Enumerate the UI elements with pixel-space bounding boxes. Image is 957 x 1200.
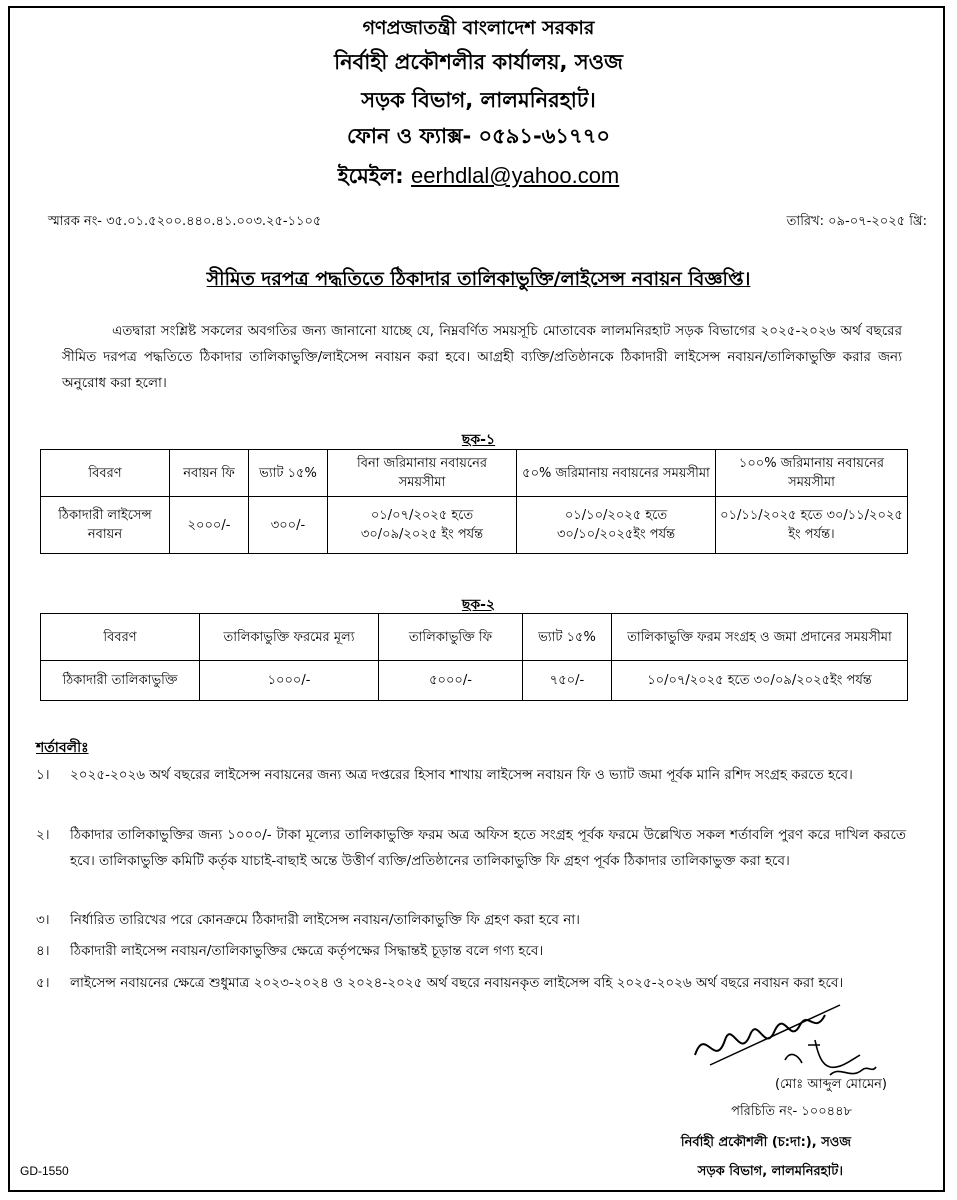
enlistment-table [40,613,908,701]
term-text: নির্ধারিত তারিখের পরে কোনক্রমে ঠিকাদারী লাইসেন্স নবায়ন/তালিকাভুক্তি ফি গ্রহণ করা হবে না। [70,912,580,928]
renewal-table [40,449,908,554]
email-link[interactable]: eerhdlal@yahoo.com [411,163,620,188]
term-number: ৫। [36,975,50,991]
term-item [36,762,906,788]
govt-name: গণপ্রজাতন্ত্রী বাংলাদেশ সরকার [362,17,595,39]
phone-fax: ফোন ও ফ্যাক্স- ০৫৯১-৬১৭৭০ [346,124,611,148]
table-cell: ০১/১০/২০২৫ হতে ৩০/১০/২০২৫ইং পর্যন্ত [517,497,716,554]
table-cell: ১০/০৭/২০২৫ হতে ৩০/০৯/২০২৫ইং পর্যন্ত [612,661,908,701]
table-cell: ০১/১১/২০২৫ হতে ৩০/১১/২০২৫ ইং পর্যন্ত। [716,497,908,554]
terms-heading: শর্তাবলীঃ [36,740,89,756]
term-text: ২০২৫-২০২৬ অর্থ বছরের লাইসেন্স নবায়নের জন্য অত্র দপ্তরের হিসাব শাখায় লাইসেন্স নবায়ন ফি ও ভ্যাট জমা পূর্বক মানি রশিদ সংগ্রহ করতে হবে। [70,767,853,783]
table-header-cell: তালিকাভুক্তি ফি [379,614,523,661]
table-header-cell: বিবরণ [41,614,200,661]
signatory-name: (মোঃ আব্দুল মোমেন) [774,1077,887,1092]
division-name: সড়ক বিভাগ, লালমনিরহাট। [361,88,596,112]
term-number: ২। [36,827,50,843]
table-header-row [41,450,908,497]
table-header-cell: ভ্যাট ১৫% [249,450,328,497]
notice-title [0,265,957,297]
memo-number: স্মারক নং- ৩৫.০১.৫২০০.৪৪০.৪১.০০৩.২৫-১১০৫ [48,214,322,229]
term-item [36,938,906,964]
table-header-row [41,614,908,661]
table-header-cell: ১০০% জরিমানায় নবায়নের সময়সীমা [716,450,908,497]
table-header-cell: তালিকাভুক্তি ফরমের মূল্য [200,614,379,661]
term-text: ঠিকাদার তালিকাভুক্তির জন্য ১০০০/- টাকা মূল্যের তালিকাভুক্তি ফরম অত্র অফিস হতে সংগ্রহ পূর্বক ফরমে উল্লেখিত সকল শর্তাবলি পুরণ করে দাখিল করতে হবে। তালিকাভুক্তি কমিটি কর্তৃক যাচাই-বাছাই অন্তে উত্তীর্ণ ব্যক্তি/প্রতিষ্ঠানের তালিকাভুক্তি ফি গ্রহণ পূর্বক ঠিকাদার তালিকাভুক্ত করা হবে। [70,827,906,869]
table-cell: ৭৫০/- [523,661,612,701]
table-cell: ঠিকাদারী তালিকাভুক্তি [41,661,200,701]
table-header-cell: ৫০% জরিমানায় নবায়নের সময়সীমা [517,450,716,497]
footer-code: GD-1550 [20,1164,69,1178]
notice-title-text: সীমিত দরপত্র পদ্ধতিতে ঠিকাদার তালিকাভুক্তি/লাইসেন্স নবায়ন বিজ্ঞপ্তি। [206,268,751,290]
signatory-id: পরিচিতি নং- ১০০৪৪৮ [731,1104,852,1119]
table-cell: ১০০০/- [200,661,379,701]
table1-caption: ছক-১ [461,432,496,448]
signatory-office: সড়ক বিভাগ, লালমনিরহাট। [697,1164,843,1179]
term-item [36,907,906,933]
term-number: ১। [36,767,50,783]
table-row [41,661,908,701]
office-name: নির্বাহী প্রকৌশলীর কার্যালয়, সওজ [334,50,623,74]
handwritten-signature [690,985,890,1085]
table-header-cell: তালিকাভুক্তি ফরম সংগ্রহ ও জমা প্রদানের সময়সীমা [612,614,908,661]
term-text: ঠিকাদারী লাইসেন্স নবায়ন/তালিকাভুক্তির ক্ষেত্রে কর্তৃপক্ষের সিদ্ধান্তই চূড়ান্ত বলে গণ্য হবে। [70,943,544,959]
table-header-cell: বিনা জরিমানায় নবায়নের সময়সীমা [328,450,517,497]
term-number: ৪। [36,943,50,959]
table-header-cell: বিবরণ [41,450,170,497]
email-line [0,160,957,195]
issue-date: তারিখ: ০৯-০৭-২০২৫ খ্রি: [786,214,927,229]
email-label: ইমেইল: [337,164,404,188]
signatory-designation: নির্বাহী প্রকৌশলী (চ:দা:), সওজ [680,1135,851,1150]
table-cell: ০১/০৭/২০২৫ হতে ৩০/০৯/২০২৫ ইং পর্যন্ত [328,497,517,554]
intro-paragraph: এতদ্বারা সংশ্লিষ্ট সকলের অবগতির জন্য জানানো যাচ্ছে যে, নিম্নবর্ণিত সময়সূচি মোতাবেক লালমনিরহাট সড়ক বিভাগের ২০২৫-২০২৬ অর্থ বছরের সীমিত দরপত্র পদ্ধতিতে ঠিকাদার তালিকাভুক্তি/লাইসেন্স নবায়ন করা হবে। আগ্রহী ব্যক্তি/প্রতিষ্ঠানকে ঠিকাদারী লাইসেন্স নবায়ন/তালিকাভুক্তি করার জন্য অনুরোধ করা হলো। [62,323,902,391]
term-number: ৩। [36,912,50,928]
term-text: লাইসেন্স নবায়নের ক্ষেত্রে শুধুমাত্র ২০২৩-২০২৪ ও ২০২৪-২০২৫ অর্থ বছরে নবায়নকৃত লাইসেন্স বহি ২০২৫-২০২৬ অর্থ বছরে নবায়ন করা হবে। [70,975,844,991]
table-cell: ৩০০/- [249,497,328,554]
table-cell: ঠিকাদারী লাইসেন্স নবায়ন [41,497,170,554]
table2-caption: ছক-২ [461,597,496,613]
table-cell: ২০০০/- [170,497,249,554]
table-row [41,497,908,554]
term-item [36,822,906,874]
table-header-cell: নবায়ন ফি [170,450,249,497]
table-header-cell: ভ্যাট ১৫% [523,614,612,661]
table-cell: ৫০০০/- [379,661,523,701]
